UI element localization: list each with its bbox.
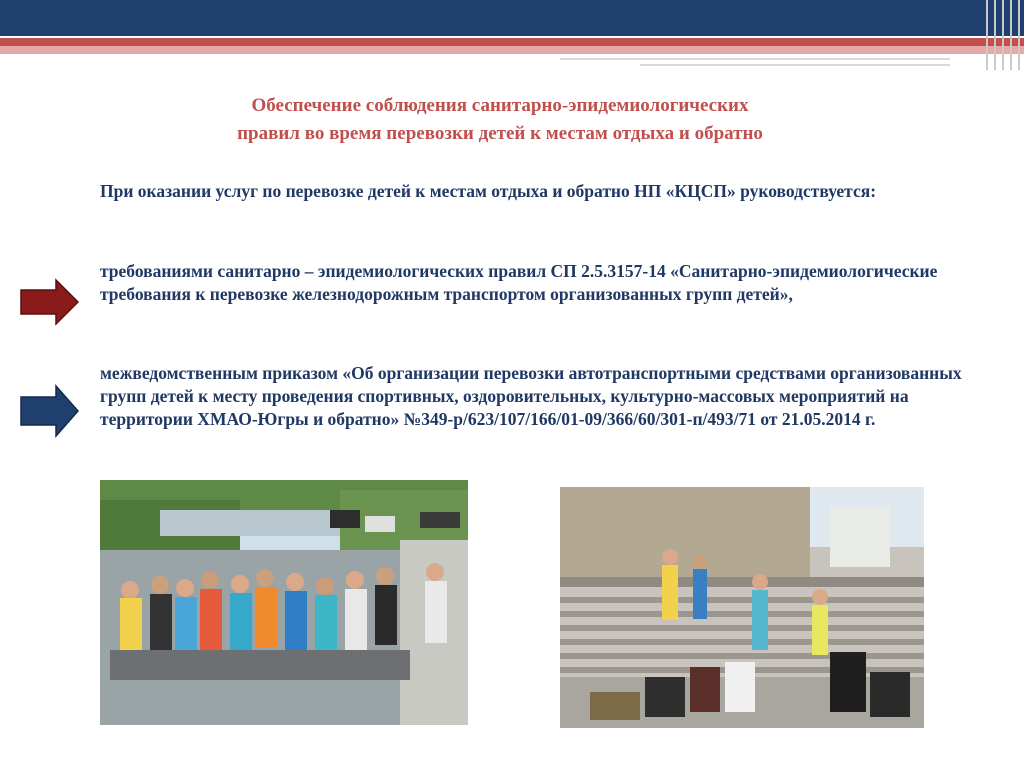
header-band bbox=[0, 0, 1024, 36]
header-pink-stripe bbox=[0, 46, 1024, 54]
right-arrow-icon bbox=[18, 278, 80, 326]
photo-children-luggage-station bbox=[560, 487, 924, 728]
slide-title bbox=[110, 92, 890, 148]
decor-line bbox=[640, 64, 950, 66]
intro-paragraph: При оказании услуг по перевозке детей к местам отдыха и обратно НП «КЦСП» руководствуется: bbox=[100, 181, 877, 201]
title-line-1: Обеспечение соблюдения санитарно-эпидемиологических bbox=[251, 95, 749, 116]
decor-vertical-lines bbox=[984, 0, 1024, 70]
photo-children-group-outdoor bbox=[100, 480, 468, 725]
header-red-stripe bbox=[0, 38, 1024, 46]
requirement-item-2: межведомственным приказом «Об организации перевозки автотранспортными средствами организованных групп детей к месту проведения спортивных, оздоровительных, культурно-массовых мероприятий на территории ХМАО-Югры и обратно» №349-р/623/107/166/01-09/366/60/301-п/493/71 от 21.05.2014 г. bbox=[100, 363, 962, 429]
right-arrow-icon bbox=[18, 384, 80, 438]
decor-line bbox=[560, 58, 950, 60]
title-line-2: правил во время перевозки детей к местам отдыха и обратно bbox=[237, 123, 763, 144]
requirement-item-1: требованиями санитарно – эпидемиологических правил СП 2.5.3157-14 «Санитарно-эпидемиологические требования к перевозке железнодорожным транспортом организованных групп детей», bbox=[100, 261, 938, 304]
